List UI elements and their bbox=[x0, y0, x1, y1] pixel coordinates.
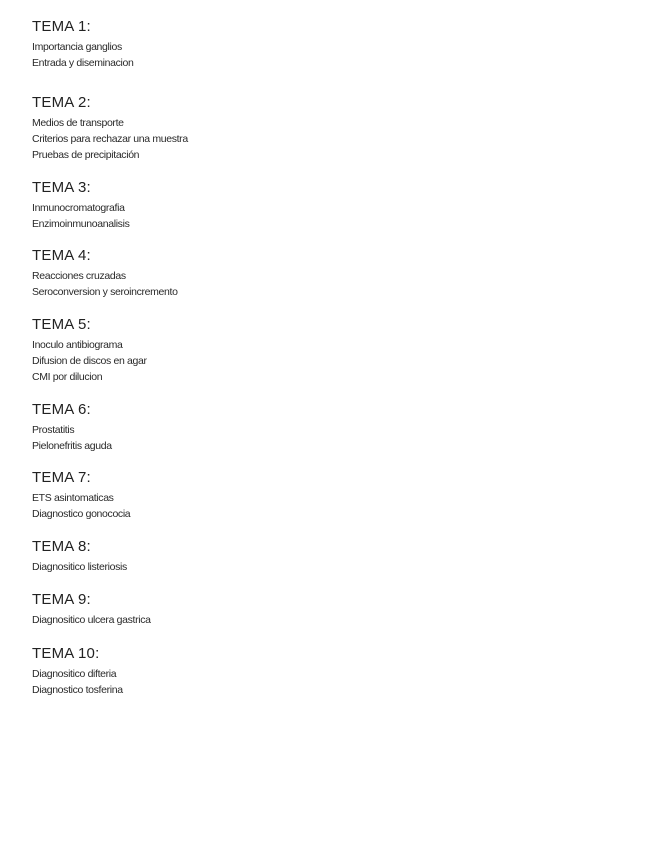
topic-heading: TEMA 10: bbox=[32, 645, 100, 662]
topic-heading: TEMA 6: bbox=[32, 401, 91, 418]
topic-item: Entrada y diseminacion bbox=[32, 57, 134, 69]
topic-heading: TEMA 7: bbox=[32, 469, 91, 486]
topic-item-list bbox=[32, 612, 592, 628]
topic-heading: TEMA 1: bbox=[32, 18, 91, 35]
topic-item-list bbox=[32, 337, 592, 385]
topic-item: Difusion de discos en agar bbox=[32, 355, 147, 367]
topic-item-list bbox=[32, 115, 592, 163]
topic-10 bbox=[32, 646, 592, 698]
topic-item: CMI por dilucion bbox=[32, 371, 103, 383]
topic-item: Pruebas de precipitación bbox=[32, 149, 140, 161]
topic-item: Importancia ganglios bbox=[32, 41, 122, 53]
topic-item: Diagnositico ulcera gastrica bbox=[32, 614, 151, 626]
topic-heading: TEMA 5: bbox=[32, 316, 91, 333]
topic-heading: TEMA 3: bbox=[32, 179, 91, 196]
topic-4 bbox=[32, 248, 592, 300]
topic-8 bbox=[32, 539, 592, 575]
topic-item-list bbox=[32, 39, 592, 71]
topic-item-list bbox=[32, 666, 592, 698]
topic-item-list bbox=[32, 268, 592, 300]
topic-item-list bbox=[32, 490, 592, 522]
topic-item: Diagnostico gonococia bbox=[32, 508, 131, 520]
topic-item: Medios de transporte bbox=[32, 117, 124, 129]
topic-item: Seroconversion y seroincremento bbox=[32, 286, 178, 298]
topic-item: Diagnositico listeriosis bbox=[32, 561, 127, 573]
topic-heading: TEMA 4: bbox=[32, 247, 91, 264]
topic-heading: TEMA 8: bbox=[32, 538, 91, 555]
topic-heading: TEMA 9: bbox=[32, 591, 91, 608]
topic-item: Criterios para rechazar una muestra bbox=[32, 133, 188, 145]
topic-item: Reacciones cruzadas bbox=[32, 270, 126, 282]
topic-5 bbox=[32, 317, 592, 385]
topic-item: Prostatitis bbox=[32, 424, 75, 436]
topic-item: ETS asintomaticas bbox=[32, 492, 114, 504]
topic-9 bbox=[32, 592, 592, 628]
topic-item: Pielonefritis aguda bbox=[32, 440, 112, 452]
topic-7 bbox=[32, 470, 592, 522]
topic-heading: TEMA 2: bbox=[32, 94, 91, 111]
topic-2 bbox=[32, 95, 592, 163]
topic-item-list bbox=[32, 422, 592, 454]
topic-6 bbox=[32, 402, 592, 454]
topic-item: Inoculo antibiograma bbox=[32, 339, 123, 351]
topic-item: Diagnositico difteria bbox=[32, 668, 117, 680]
topic-item: Diagnostico tosferina bbox=[32, 684, 123, 696]
topic-item: Enzimoinmunoanalisis bbox=[32, 218, 130, 230]
topic-item: Inmunocromatografia bbox=[32, 202, 125, 214]
topic-1 bbox=[32, 19, 592, 71]
topic-item-list bbox=[32, 559, 592, 575]
topic-3 bbox=[32, 180, 592, 232]
topic-item-list bbox=[32, 200, 592, 232]
